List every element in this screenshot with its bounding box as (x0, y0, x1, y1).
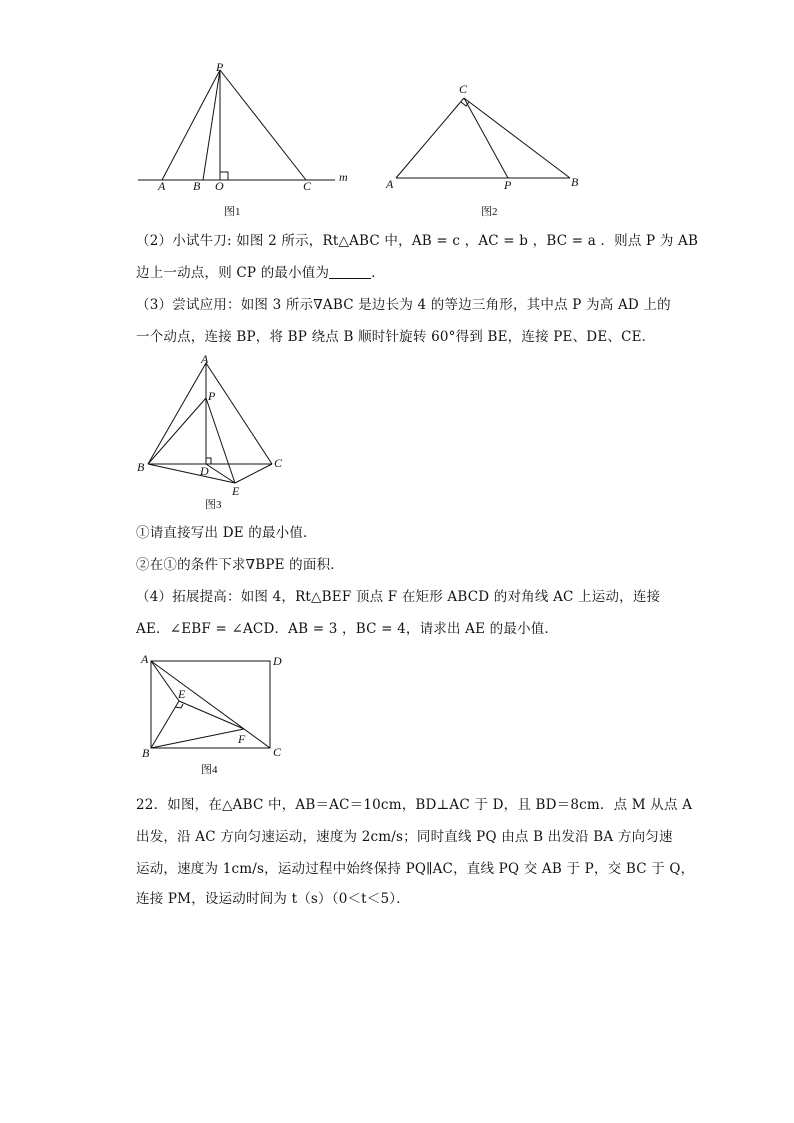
label-m: m (339, 170, 348, 184)
label-P: P (208, 389, 216, 403)
label-C: C (273, 745, 282, 759)
label-D: D (200, 464, 209, 478)
label-C: C (303, 179, 312, 193)
label-E: E (232, 484, 240, 498)
label-A: A (386, 177, 394, 191)
label-P: P (216, 60, 224, 74)
figure-3 (134, 350, 294, 515)
label-A: A (158, 179, 166, 193)
label-C: C (274, 456, 283, 470)
q22-line-3: 运动，速度为 1cm/s，运动过程中始终保持 PQ∥AC，直线 PQ 交 AB 于 P，交 BC 于 Q， (136, 861, 695, 877)
q2-line-2 (136, 258, 385, 288)
q3-line-1: （3）尝试应用：如图 3 所示∇ABC 是边长为 4 的等边三角形，其中点 P 为高 AD 上的 (136, 297, 671, 313)
q22-line-2: 出发，沿 AC 方向匀速运动，速度为 2cm/s；同时直线 PQ 由点 B 出发沿 BA 方向匀速 (136, 829, 673, 845)
q3-sub-1: ①请直接写出 DE 的最小值． (136, 525, 317, 541)
figure-4-caption: 图4 (201, 764, 218, 776)
label-F: F (238, 732, 246, 746)
q2-line-2-end: ． (371, 265, 385, 281)
q3-sub-2: ②在①的条件下求∇BPE 的面积． (136, 557, 344, 573)
figure-1-caption: 图1 (224, 206, 241, 218)
answer-blank[interactable] (329, 264, 371, 279)
q3-line-2: 一个动点，连接 BP，将 BP 绕点 B 顺时针旋转 60°得到 BE，连接 PE、DE、CE． (136, 329, 656, 345)
label-E: E (178, 687, 186, 701)
figure-2-caption: 图2 (481, 206, 498, 218)
label-P: P (504, 178, 512, 192)
figure-2 (380, 80, 610, 230)
q2-line-1: （2）小试牛刀: 如图 2 所示，Rt△ABC 中，AB = c ，AC = b ，BC = a ．则点 P 为 AB (136, 233, 699, 249)
q4-line-1: （4）拓展提高：如图 4，Rt△BEF 顶点 F 在矩形 ABCD 的对角线 AC 上运动，连接 (136, 589, 661, 605)
figure-1 (130, 58, 360, 228)
q4-line-2: AE．∠EBF = ∠ACD．AB = 3 ，BC = 4，请求出 AE 的最小值． (136, 621, 559, 637)
q2-line-2-text: 边上一动点，则 CP 的最小值为 (136, 265, 330, 281)
figure-4 (138, 650, 298, 780)
label-A: A (201, 352, 209, 366)
q22-line-1: 22．如图，在△ABC 中，AB＝AC＝10cm，BD⊥AC 于 D，且 BD＝8cm．点 M 从点 A (136, 797, 693, 813)
label-B: B (571, 175, 579, 189)
q22-line-4: 连接 PM，设运动时间为 t（s）（0＜t＜5）． (136, 891, 410, 907)
figure-3-caption: 图3 (205, 499, 222, 511)
label-B: B (142, 746, 150, 760)
label-O: O (215, 179, 224, 193)
label-C: C (459, 82, 468, 96)
label-B: B (193, 179, 201, 193)
label-D: D (273, 654, 282, 668)
label-A: A (141, 652, 149, 666)
label-B: B (137, 460, 145, 474)
